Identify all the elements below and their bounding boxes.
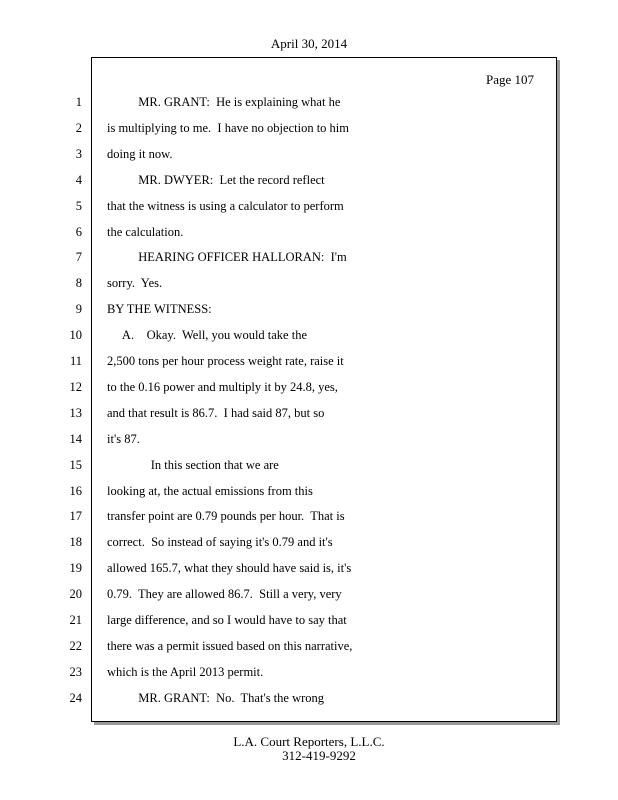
line-number: 14 xyxy=(69,432,82,446)
transcript-line: MR. GRANT: He is explaining what he xyxy=(107,95,341,109)
reporter-company: L.A. Court Reporters, L.L.C. xyxy=(233,734,385,749)
line-number: 13 xyxy=(69,406,82,420)
transcript-date: April 30, 2014 xyxy=(270,36,348,51)
line-number: 8 xyxy=(75,276,82,290)
line-number: 9 xyxy=(75,302,82,316)
line-number: 22 xyxy=(69,639,82,653)
transcript-line: large difference, and so I would have to say that xyxy=(107,613,347,627)
line-number: 19 xyxy=(69,561,82,575)
transcript-line: correct. So instead of saying it's 0.79 and it's xyxy=(107,535,333,549)
line-number: 5 xyxy=(75,199,82,213)
line-number: 21 xyxy=(69,613,82,627)
line-number: 24 xyxy=(69,691,82,705)
transcript-line: looking at, the actual emissions from this xyxy=(107,484,313,498)
line-number: 15 xyxy=(69,458,82,472)
line-number: 18 xyxy=(69,535,82,549)
transcript-line: transfer point are 0.79 pounds per hour. That is xyxy=(107,509,345,523)
line-number: 20 xyxy=(69,587,82,601)
line-number: 4 xyxy=(75,173,82,187)
line-number: 2 xyxy=(75,121,82,135)
transcript-line: allowed 165.7, what they should have said is, it's xyxy=(107,561,352,575)
transcript-line: and that result is 86.7. I had said 87, but so xyxy=(107,406,325,420)
line-number: 6 xyxy=(75,225,82,239)
transcript-line: MR. GRANT: No. That's the wrong xyxy=(107,691,325,705)
transcript-line: to the 0.16 power and multiply it by 24.8, yes, xyxy=(107,380,338,394)
line-number: 3 xyxy=(75,147,82,161)
transcript-line: which is the April 2013 permit. xyxy=(107,665,264,679)
line-number: 12 xyxy=(69,380,82,394)
transcript-line: 0.79. They are allowed 86.7. Still a very, very xyxy=(107,587,342,601)
line-number: 23 xyxy=(69,665,82,679)
line-number: 16 xyxy=(69,484,82,498)
transcript-line: doing it now. xyxy=(107,147,173,161)
transcript-line: it's 87. xyxy=(107,432,140,446)
transcript-line: MR. DWYER: Let the record reflect xyxy=(107,173,325,187)
line-number: 7 xyxy=(75,250,82,264)
transcript-line: that the witness is using a calculator to perform xyxy=(107,199,344,213)
line-number: 10 xyxy=(69,328,82,342)
line-number: 11 xyxy=(69,354,82,368)
transcript-line: is multiplying to me. I have no objection to him xyxy=(107,121,349,135)
line-number: 17 xyxy=(69,509,82,523)
reporter-phone: 312-419-9292 xyxy=(282,748,356,763)
transcript-line: A. Okay. Well, you would take the xyxy=(107,328,308,342)
page-number: Page 107 xyxy=(485,72,534,87)
transcript-line: the calculation. xyxy=(107,225,184,239)
transcript-line: there was a permit issued based on this narrative, xyxy=(107,639,353,653)
transcript-line: BY THE WITNESS: xyxy=(107,302,212,316)
transcript-line: In this section that we are xyxy=(107,458,279,472)
line-number: 1 xyxy=(75,95,82,109)
transcript-line: 2,500 tons per hour process weight rate, raise it xyxy=(107,354,344,368)
transcript-line: HEARING OFFICER HALLORAN: I'm xyxy=(107,250,347,264)
transcript-line: sorry. Yes. xyxy=(107,276,163,290)
